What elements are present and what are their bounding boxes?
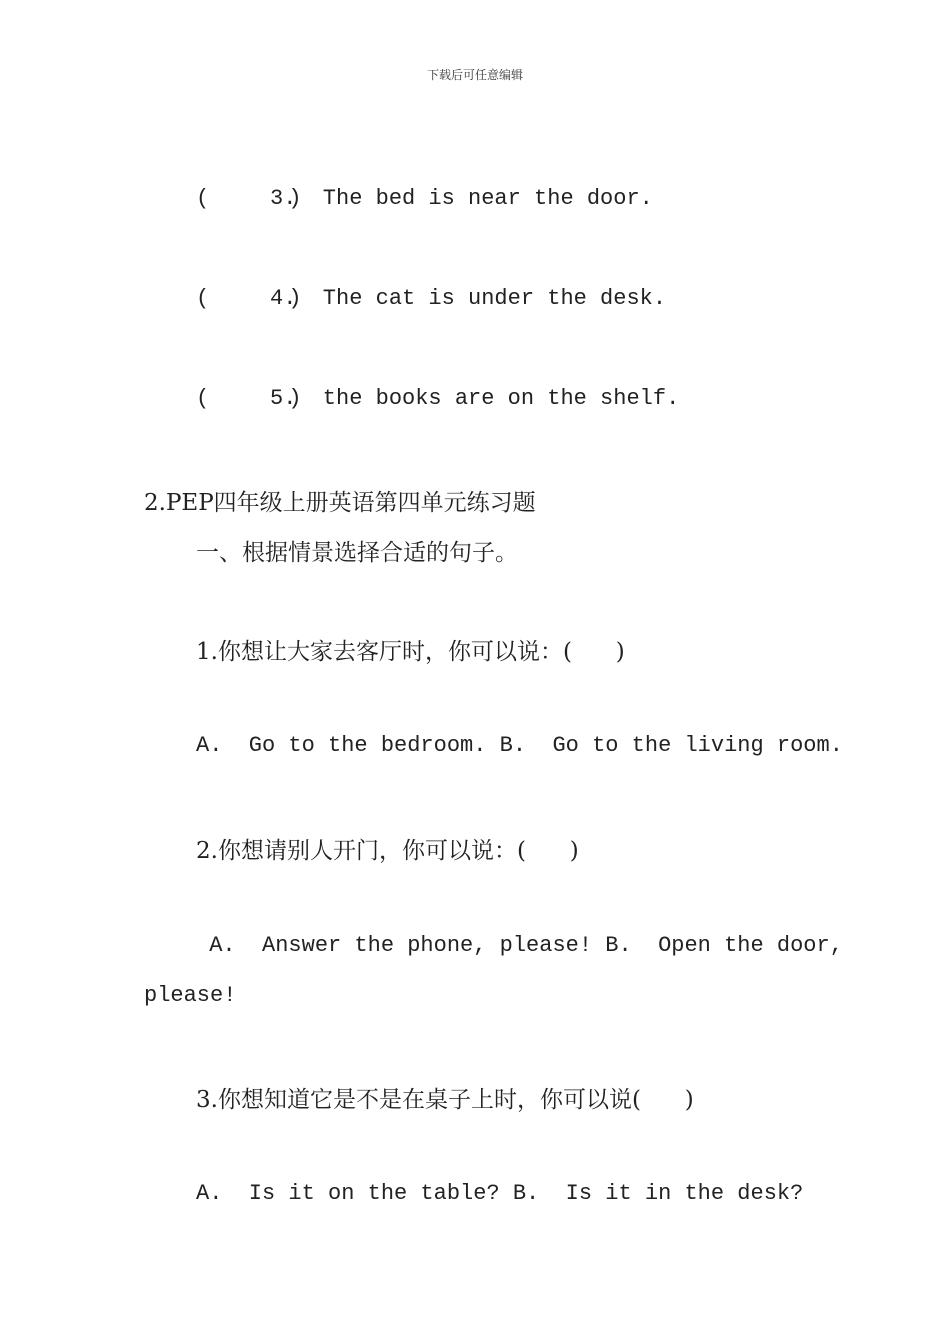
question-1-prompt: 1.你想让大家去客厅时，你可以说：( ) — [196, 639, 625, 665]
question-2-options: A. Answer the phone, please! B. Open the door, — [196, 933, 843, 958]
judgement-paren-5: ( ) — [196, 386, 302, 411]
question-3-options: A. Is it on the table? B. Is it in the desk? — [196, 1181, 804, 1206]
judgement-paren-3: ( ) — [196, 186, 302, 211]
page-header: 下载后可任意编辑 — [426, 68, 523, 82]
judgement-item-5: 5. the books are on the shelf. — [270, 386, 680, 411]
judgement-item-3: 3. The bed is near the door. — [270, 186, 653, 211]
section-title: 2.PEP四年级上册英语第四单元练习题 — [144, 490, 536, 516]
question-3-prompt: 3.你想知道它是不是在桌子上时，你可以说( ) — [196, 1087, 694, 1113]
question-2-options-cont: please! — [144, 983, 237, 1008]
question-1-options: A. Go to the bedroom. B. Go to the living room. — [196, 733, 843, 758]
question-2-prompt: 2.你想请别人开门，你可以说：( ) — [196, 838, 579, 864]
section-subtitle: 一、根据情景选择合适的句子。 — [196, 540, 518, 566]
judgement-paren-4: ( ) — [196, 286, 302, 311]
judgement-item-4: 4. The cat is under the desk. — [270, 286, 667, 311]
